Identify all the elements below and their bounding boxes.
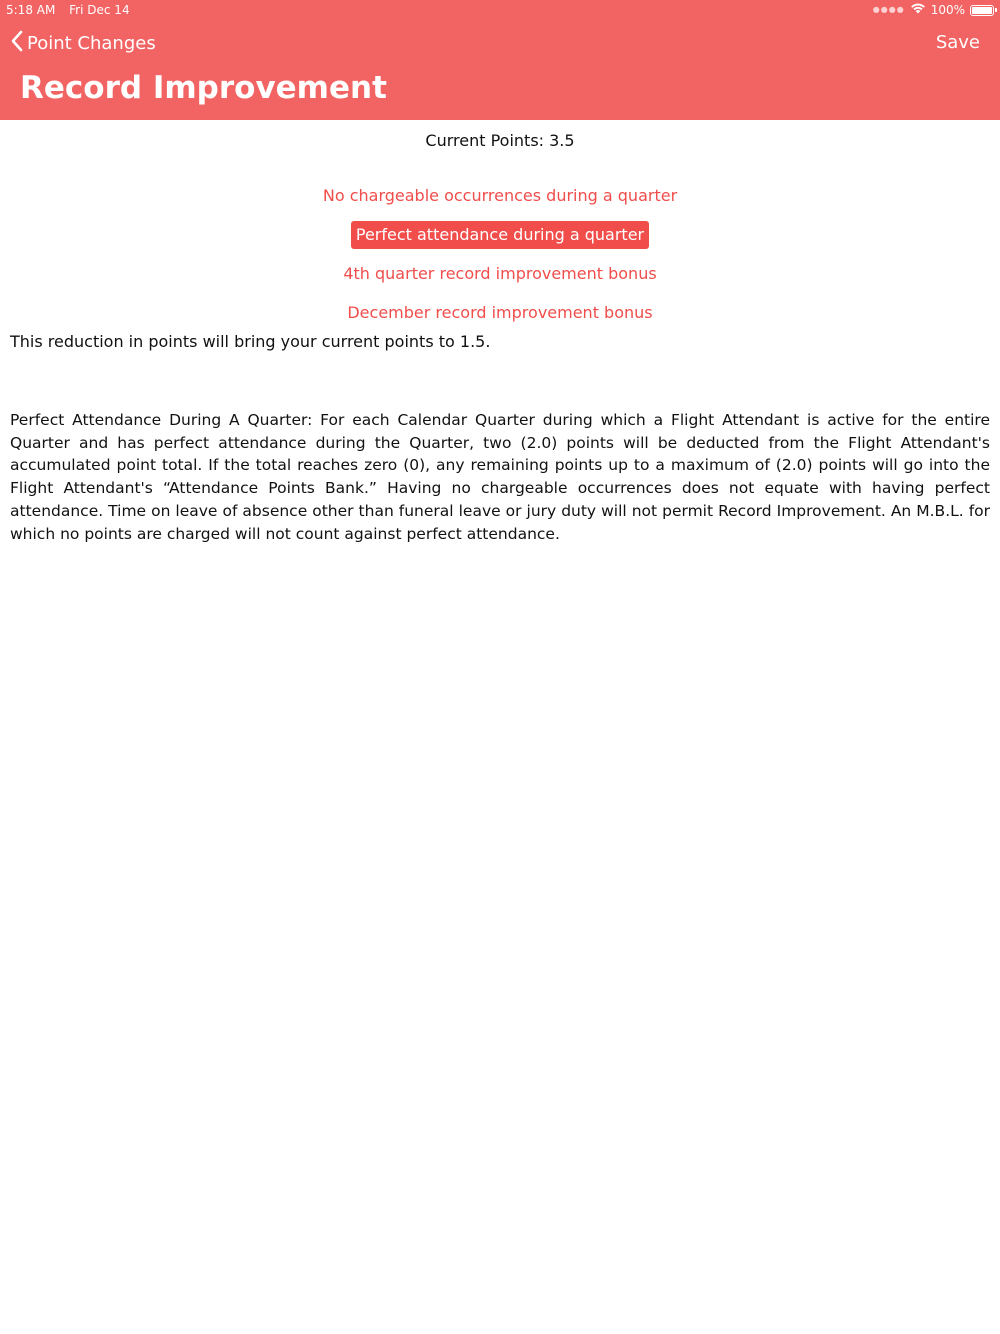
current-points-label: Current Points: 3.5 [425,131,575,150]
option-4th-quarter-bonus[interactable]: 4th quarter record improvement bonus [343,264,657,283]
status-left [6,0,140,20]
reduction-summary-text: This reduction in points will bring your current points to 1.5. [10,332,491,351]
option-description-text: Perfect Attendance During A Quarter: For each Calendar Quarter during which a Flight Attendant is active for the entire Quarter and has perfect attendance during the Quarter, two (2.0) points will be deducted from the Flight Attendant's accumulated point total. If the total reaches zero (0), any remaining points up to a maximum of (2.0) points will go into the Flight Attendant's “Attendance Points Bank.” Having no chargeable occurrences does not equate with having perfect attendance. Time on leave of absence other than funeral leave or jury duty will not permit Record Improvement. An M.B.L. for which no points are charged will not count against perfect attendance. [10,411,990,543]
status-time: 5:18 AM [6,3,56,17]
save-button[interactable]: Save [935,32,980,53]
navigation-header [0,0,1000,120]
status-right [873,0,994,20]
battery-icon [970,5,994,16]
improvement-options-list [0,182,1000,338]
back-button-label: Point Changes [27,33,156,54]
nav-bar [0,26,1000,62]
back-button[interactable] [10,30,156,57]
option-perfect-attendance[interactable]: Perfect attendance during a quarter [351,221,649,249]
option-no-chargeable-occurrences[interactable]: No chargeable occurrences during a quarter [322,186,678,205]
wifi-icon [910,0,926,20]
option-december-bonus[interactable]: December record improvement bonus [347,303,653,322]
status-date: Fri Dec 14 [69,3,130,17]
page-title: Record Improvement [20,70,387,106]
chevron-left-icon [10,30,23,57]
status-bar [0,0,1000,22]
battery-percent: 100% [930,3,965,17]
signal-dots-icon: ●●●● [872,5,905,14]
